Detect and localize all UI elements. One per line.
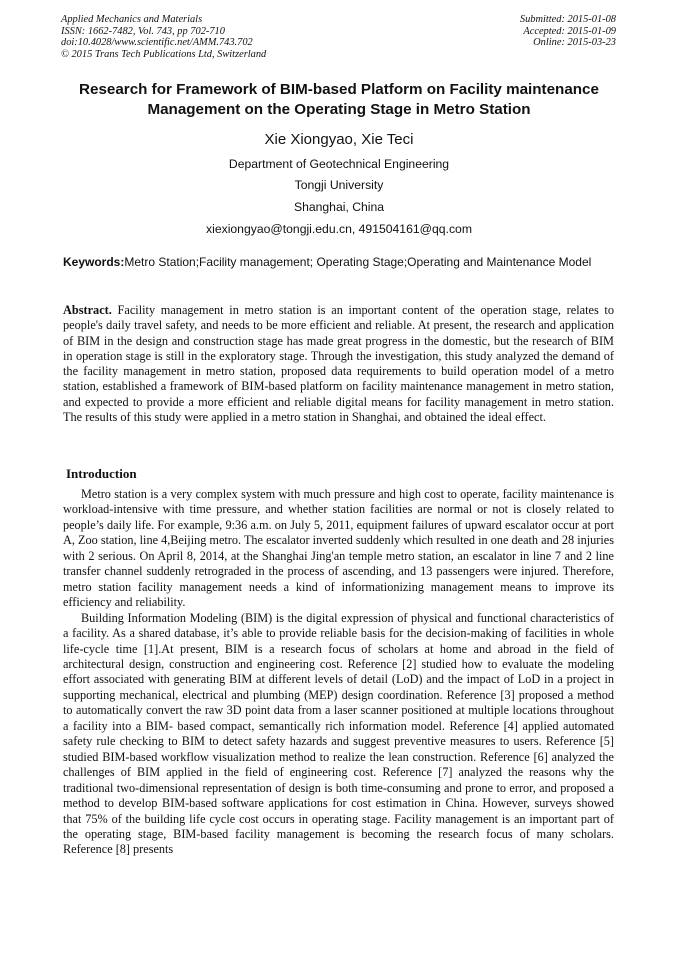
keywords <box>63 255 614 270</box>
copyright-line: © 2015 Trans Tech Publications Ltd, Switzerland <box>61 49 267 61</box>
city: Shanghai, China <box>293 200 385 214</box>
journal-name: Applied Mechanics and Materials <box>61 14 203 25</box>
issn-line: ISSN: 1662-7482, Vol. 743, pp 702-710 <box>61 25 225 37</box>
publication-dates <box>520 14 616 49</box>
introduction-heading: Introduction <box>66 466 137 481</box>
abstract-label: Abstract. <box>63 303 112 317</box>
authors: Xie Xiongyao, Xie Teci <box>264 131 414 148</box>
introduction-body <box>63 487 614 858</box>
university: Tongji University <box>294 178 384 192</box>
paragraph: Metro station is a very complex system with much pressure and high cost to operate, facility maintenance is workload-intensive with time pressure, and whether station facilities are normal or not is closely related to people’s daily life. For example, 9:36 a.m. on July 5, 2011, equipment failures of upward escalator occur at port A, Zoo station, line 4,Beijing metro. The escalator inverted suddenly which resulted in one death and 28 injuries with 2 serious. On April 8, 2014, at the Shanghai Jing'an temple metro station, an escalator in line 7 and 2 line transfer channel suddenly retrograded in the process of ascending, and 13 passengers were injured. Therefore, metro station facility management needs a kind of informationizing management means to improve its efficiency and reliability. <box>63 487 614 610</box>
abstract-text: Facility management in metro station is an important content of the operation stage, relates to people's daily travel safety, and needs to be more efficient and reliable. At present, the research and application of BIM in the design and construction stage has made great progress in the domestic, but the research of BIM in operation stage is still in the exploratory stage. Through the investigation, this study analyzed the demand of the facility management in metro station, proposed data requirements to build operation model of a metro station, established a framework of BIM-based platform on facility maintenance management in metro station, and expected to provide a more efficient and reliable digital means for facility management in metro station. The results of this study were applied in a metro station in Shanghai, and obtained the ideal effect. <box>63 303 614 425</box>
doi-line: doi:10.4028/www.scientific.net/AMM.743.702 <box>61 37 253 49</box>
keywords-label: Keywords: <box>63 255 125 269</box>
author-emails: xiexiongyao@tongji.edu.cn, 491504161@qq.com <box>206 222 472 236</box>
online-date: Online: 2015-03-23 <box>533 37 616 49</box>
abstract <box>63 303 614 425</box>
paragraph: Building Information Modeling (BIM) is the digital expression of physical and functional characteristics of a facility. As a shared database, it’s able to provide reliable basis for the decision-making of facilities in whole life-cycle time [1].At present, BIM is a research focus of scholars at home and abroad in the field of architectural design, construction and engineering cost. Reference [2] studied how to evaluate the modeling effort associated with generating BIM at different levels of detail (LoD) and the impact of LoD in a project in supporting mechanical, electrical and plumbing (MEP) design coordination. Reference [3] proposed a method to automatically convert the raw 3D point data from a laser scanner positioned at multiple locations throughout a facility into a BIM- based compact, semantically rich information model. Reference [4] applied automated safety rule checking to BIM to detect safety hazards and suggest preventive measures to users. Reference [5] studied BIM-based workflow visualization method to realize the lean construction. Reference [6] analyzed the challenges of BIM applied in the field of engineering cost. Reference [7] analyzed the reasons why the traditional two-dimensional representation of design is both time-consuming and prone to error, and proposed a method to develop BIM-based software applications for cost estimation in China. However, surveys showed that 75% of the building life cycle cost occurs in operating stage. Facility management is an important part of the operating stage, BIM-based facility management is becoming the research focus of many scholars. Reference [8] presents <box>63 610 614 857</box>
submitted-date: Submitted: 2015-01-08 <box>519 14 616 25</box>
paper-title: Research for Framework of BIM-based Platform on Facility maintenance Management on the Operating Stage in Metro Station <box>79 81 599 118</box>
accepted-date: Accepted: 2015-01-09 <box>523 25 616 37</box>
keywords-text: Metro Station;Facility management; Operating Stage;Operating and Maintenance Model <box>124 255 592 269</box>
department: Department of Geotechnical Engineering <box>228 157 450 171</box>
journal-info <box>61 14 266 61</box>
